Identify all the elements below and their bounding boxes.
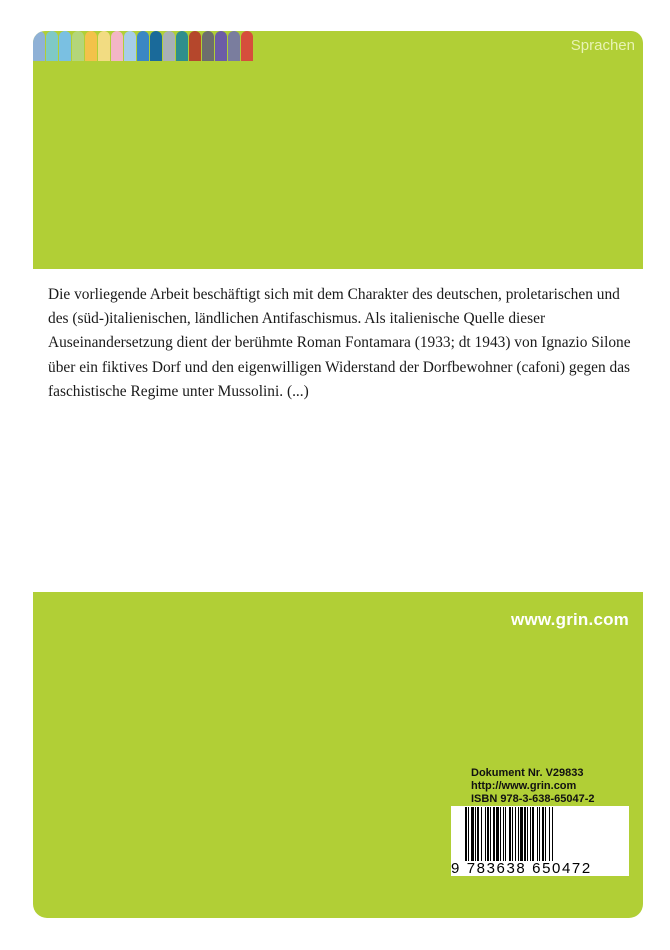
abstract-text: Die vorliegende Arbeit beschäftigt sich mit dem Charakter des deutschen, proletarischen und des (süd-)italienischen, ländlichen Antifaschismus. Als italienische Quelle dieser Auseinandersetzung dient der berühmte Roman Fontamara (1933; dt 1943) von Ignazio Silone über ein fiktives Dorf und den eigenwilligen Widerstand der Dorfbewohner (cafoni) gegen das faschistische Regime unter Mussolini. (...) [48,286,631,400]
color-tab [124,31,136,61]
abstract-panel [33,269,643,589]
color-tab [46,31,58,61]
color-tab [111,31,123,61]
color-tab [137,31,149,61]
color-tab [98,31,110,61]
color-tab [189,31,201,61]
color-tab [59,31,71,61]
top-color-panel [33,31,643,269]
color-tab [163,31,175,61]
color-tab [176,31,188,61]
color-tab [85,31,97,61]
isbn: ISBN 978-3-638-65047-2 [471,793,595,805]
color-tab [228,31,240,61]
color-tabs [33,31,254,61]
book-back-cover [33,31,643,918]
color-tab [241,31,253,61]
publication-info [471,767,595,806]
category-label: Sprachen [570,37,635,54]
publisher-url: www.grin.com [511,610,629,629]
barcode-digits: 9 783638 650472 [451,860,592,877]
barcode-bar [553,807,554,861]
barcode [451,806,629,876]
document-number: Dokument Nr. V29833 [471,767,584,779]
color-tab [202,31,214,61]
color-tab [72,31,84,61]
bottom-color-panel [33,592,643,918]
publisher-http: http://www.grin.com [471,780,577,792]
color-tab [215,31,227,61]
color-tab [150,31,162,61]
barcode-bars [465,807,625,861]
color-tab [33,31,45,61]
